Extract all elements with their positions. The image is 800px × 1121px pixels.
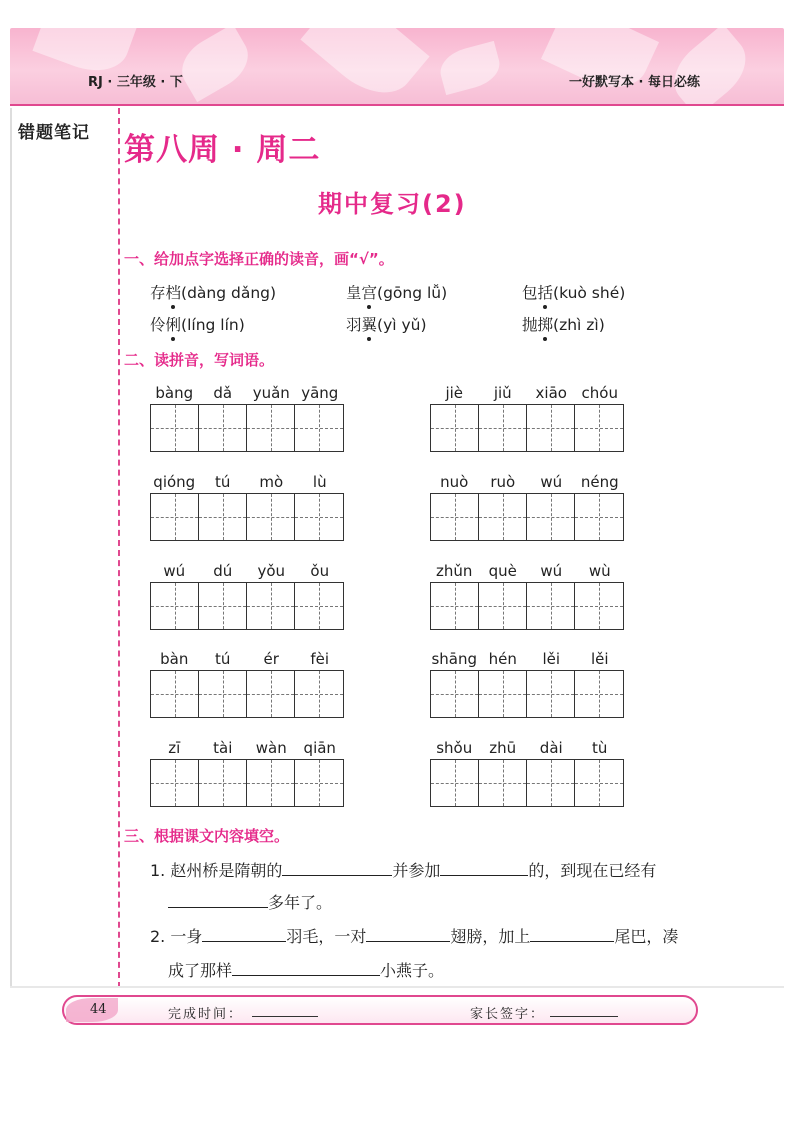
pronunciation-item: 存档(dàng dǎng) (150, 281, 276, 303)
section1-heading: 一、给加点字选择正确的读音，画“√”。 (124, 250, 394, 268)
section3-heading: 三、根据课文内容填空。 (124, 827, 290, 845)
pinyin-row: jiè jiǔ xiāo chóu (445, 384, 618, 402)
finish-time-label: 完成时间： (168, 1007, 244, 1022)
fill-blank[interactable] (440, 860, 528, 876)
footer-bar (62, 995, 698, 1025)
pinyin-row: shāng hén lěi lěi (431, 650, 609, 668)
pronunciation-item: 皇宫(gōng lǚ) (346, 281, 447, 303)
pinyin-row: zhǔn què wú wù (436, 562, 611, 580)
book-label: 一好默写本 · 每日必练 (569, 75, 700, 90)
bottom-divider (10, 986, 784, 988)
notes-divider (118, 108, 120, 988)
dotted-char: 掷 (538, 313, 554, 335)
header-divider (10, 104, 784, 106)
pinyin-row: bàn tú ér fèi (160, 650, 330, 668)
dotted-char: 宫 (362, 281, 378, 303)
pinyin-row: nuò ruò wú néng (440, 473, 619, 491)
writing-grid[interactable] (430, 670, 624, 718)
finish-time-field[interactable] (252, 1016, 318, 1017)
header-banner (10, 28, 784, 105)
pinyin-row: qióng tú mò lù (153, 473, 327, 491)
fill-blank[interactable] (282, 860, 392, 876)
pronunciation-item: 伶俐(líng lín) (150, 313, 245, 335)
pinyin-row: shǒu zhū dài tù (436, 739, 608, 757)
writing-grid[interactable] (150, 582, 344, 630)
dotted-char: 翼 (362, 313, 378, 335)
fill-blank[interactable] (168, 892, 268, 908)
writing-grid[interactable] (430, 404, 624, 452)
lesson-title: 期中复习(2) (318, 190, 467, 218)
writing-grid[interactable] (150, 759, 344, 807)
grade-label: RJ · 三年级 · 下 (88, 75, 183, 90)
dotted-char: 俐 (166, 313, 182, 335)
pronunciation-item: 羽翼(yì yǔ) (346, 313, 427, 335)
left-margin-strip (10, 108, 12, 988)
writing-grid[interactable] (430, 493, 624, 541)
dotted-char: 括 (538, 281, 554, 303)
parent-sign-label: 家长签字： (470, 1007, 546, 1022)
writing-grid[interactable] (430, 759, 624, 807)
fill-blank[interactable] (366, 926, 450, 942)
parent-sign-field[interactable] (550, 1016, 618, 1017)
question-1-line2: 多年了。 (168, 890, 332, 913)
week-title: 第八周 · 周二 (124, 132, 321, 168)
pinyin-row: zī tài wàn qiān (168, 739, 336, 757)
writing-grid[interactable] (150, 670, 344, 718)
writing-grid[interactable] (150, 404, 344, 452)
writing-grid[interactable] (150, 493, 344, 541)
pinyin-row: wú dú yǒu ǒu (163, 562, 330, 580)
fill-blank[interactable] (202, 926, 286, 942)
fill-blank[interactable] (530, 926, 614, 942)
writing-grid[interactable] (430, 582, 624, 630)
question-2-line1: 2. 一身 羽毛，一对 翅膀，加上 尾巴，凑 (150, 927, 679, 946)
section2-heading: 二、读拼音，写词语。 (124, 351, 275, 369)
dotted-char: 档 (166, 281, 182, 303)
question-2-line2: 成了那样 小燕子。 (168, 961, 445, 980)
pinyin-row: bàng dǎ yuǎn yāng (155, 384, 339, 402)
fill-blank[interactable] (232, 960, 380, 976)
question-1-line1: 1. 赵州桥是隋朝的 并参加 的，到现在已经有 (150, 861, 657, 880)
pronunciation-item: 抛掷(zhì zì) (522, 313, 605, 335)
pronunciation-item: 包括(kuò shé) (522, 281, 625, 303)
notes-label: 错题笔记 (18, 123, 90, 143)
page-number: 44 (90, 1002, 107, 1017)
